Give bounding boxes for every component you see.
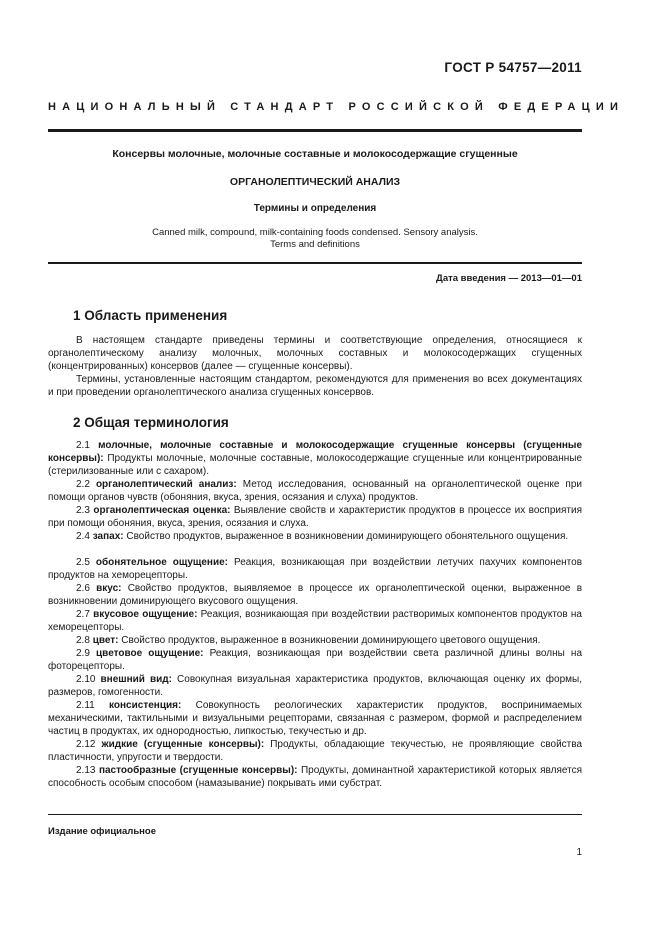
document-subtitle: ОРГАНОЛЕПТИЧЕСКИЙ АНАЛИЗ <box>229 176 401 188</box>
page-number: 1 <box>576 847 582 858</box>
english-title <box>48 227 582 251</box>
header-rule <box>48 129 582 132</box>
section-1-heading: 1 Область применения <box>73 308 228 323</box>
section-1-paragraph-1: В настоящем стандарте приведены термины и соответствующие определения, относящиеся к органолептическому анализу молочных, молочных составных и молокосодержащих сгущенных (концентрированных) консервов (далее — сгущенные консервы). <box>48 335 582 372</box>
term-2-8: 2.8 цвет: Свойство продуктов, выраженное в возникновении доминирующего цветового ощущения. <box>76 635 541 646</box>
term-2-3: 2.3 органолептическая оценка: Выявление свойств и характеристик продуктов в процессе их восприятия при помощи обоняния, вкуса, зрения, осязания и слуха. <box>48 505 582 529</box>
english-title-line2: Terms and definitions <box>270 239 360 250</box>
term-2-1: 2.1 молочные, молочные составные и молокосодержащие сгущенные консервы (сгущенные консервы): Продукты молочные, молочные составные, молокосодержащие сгущенные или концентрированные (стерилизованные или с сахаром). <box>48 440 583 477</box>
gost-code: ГОСТ Р 54757—2011 <box>444 60 582 75</box>
term-2-4: 2.4 запах: Свойство продуктов, выраженное в возникновении доминирующего обонятельного ощущения. <box>76 531 569 542</box>
term-2-9: 2.9 цветовое ощущение: Реакция, возникающая при воздействии света различной длины волны на фоторецепторы. <box>48 648 583 672</box>
intro-date: Дата введения — 2013—01—01 <box>436 273 582 284</box>
term-2-5: 2.5 обонятельное ощущение: Реакция, возникающая при воздействии летучих пахучих компонентов продуктов на хеморецепторы. <box>48 557 583 581</box>
title-rule <box>48 262 582 264</box>
section-2-heading: 2 Общая терминология <box>73 415 229 430</box>
document-title: Консервы молочные, молочные составные и молокосодержащие сгущенные <box>112 148 518 160</box>
document-subtitle-terms: Термины и определения <box>253 203 377 214</box>
term-2-10: 2.10 внешний вид: Совокупная визуальная характеристика продуктов, включающая оценку их формы, размеров, гомогенности. <box>48 674 582 698</box>
term-2-7: 2.7 вкусовое ощущение: Реакция, возникающая при воздействии растворимых компонентов продуктов на хеморецепторы. <box>48 609 582 633</box>
national-standard-banner: НАЦИОНАЛЬНЫЙ СТАНДАРТ РОССИЙСКОЙ ФЕДЕРАЦИИ <box>48 101 625 113</box>
english-title-line1: Canned milk, compound, milk-containing foods condensed. Sensory analysis. <box>152 227 478 238</box>
term-2-6: 2.6 вкус: Свойство продуктов, выявляемое в процессе их органолептической оценки, выраженное в возникновении доминирующего вкусового ощущения. <box>48 583 583 607</box>
document-page <box>48 0 625 935</box>
footer-rule <box>48 814 582 815</box>
term-2-2: 2.2 органолептический анализ: Метод исследования, основанный на органолептической оценке при помощи органов чувств (обоняния, вкуса, зрения, осязания и слуха) продуктов. <box>48 479 582 503</box>
section-1-paragraph-2: Термины, установленные настоящим стандартом, рекомендуются для применения во всех документациях и при проведении органолептического анализа сгущенных консервов. <box>48 374 582 398</box>
term-2-11: 2.11 консистенция: Совокупность реологических характеристик продуктов, воспринимаемых механическими, тактильными и визуальными рецепторами, связанная с размером, формой и распределением частиц в продуктах, их однородностью, липкостью, текучестью и др. <box>48 700 583 737</box>
term-2-12: 2.12 жидкие (сгущенные консервы): Продукты, обладающие текучестью, не проявляющие свойства пластичности, упругости и твердости. <box>48 739 583 763</box>
term-2-13: 2.13 пастообразные (сгущенные консервы): Продукты, доминантной характеристикой которых является способность особым способом (намазывание) покрывать ими субстрат. <box>48 765 583 789</box>
edition-label: Издание официальное <box>48 826 156 837</box>
